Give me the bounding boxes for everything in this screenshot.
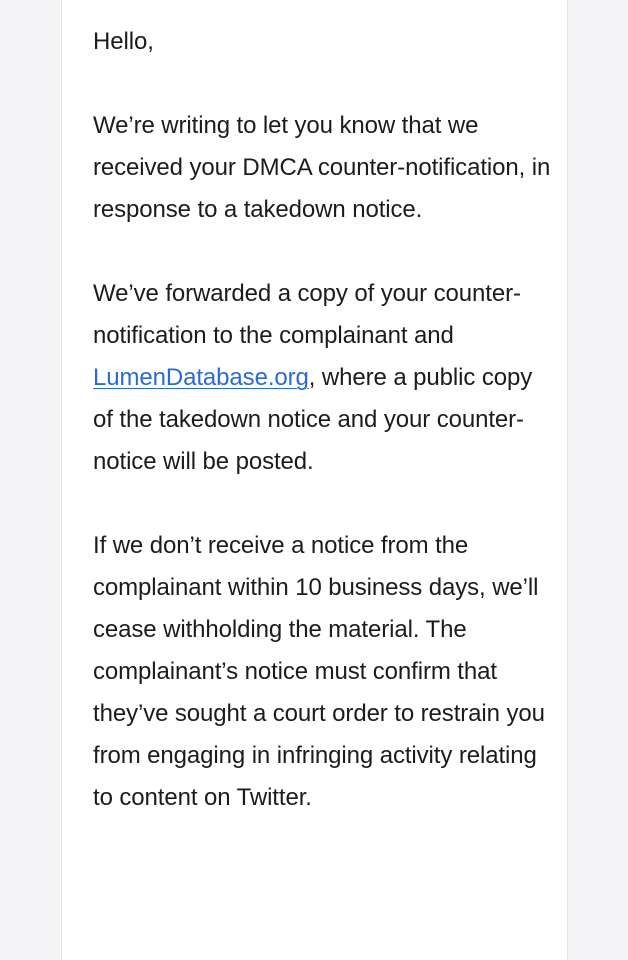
- paragraph-forwarded-copy-end: , where a public copy of the takedown notice and your counter-notice will be posted.: [93, 364, 533, 475]
- email-body-card: [61, 0, 568, 960]
- paragraph-withholding-notice: If we don’t receive a notice from the complainant within 10 business days, we’ll cease withholding the material. The complainant’s notice must confirm that they’ve sought a court order to restrain you from engaging in infringing activity relating to content on Twitter.: [93, 532, 545, 811]
- email-body: [93, 21, 553, 861]
- lumen-database-link[interactable]: LumenDatabase.org: [93, 364, 309, 391]
- greeting: Hello,: [93, 28, 154, 55]
- paragraph-forwarded-copy: [93, 273, 553, 483]
- paragraph-counter-notice-received: We’re writing to let you know that we received your DMCA counter-notification, in response to a takedown notice.: [93, 112, 551, 223]
- paragraph-forwarded-copy-start: We’ve forwarded a copy of your counter-notification to the complainant and: [93, 280, 521, 349]
